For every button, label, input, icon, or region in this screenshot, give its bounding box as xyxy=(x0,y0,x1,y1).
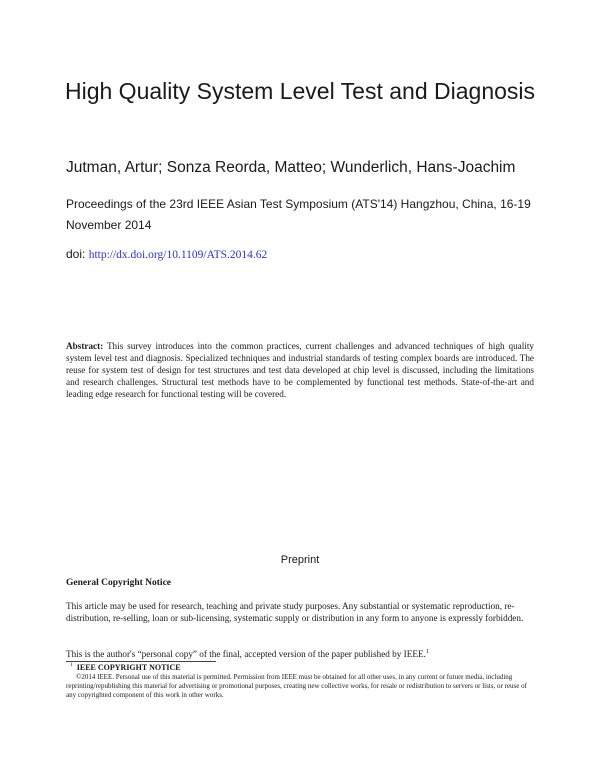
footnote-title xyxy=(66,663,534,673)
abstract-text: This survey introduces into the common practices, current challenges and advanced techniques of high quality system level test and diagnosis. Specialized techniques and industrial standards of testing complex boards are introduced. The reuse for system test of design for test structures and test data developed at chip level is discussed, including the limitations and research challenges. Structural test methods have to be complemented by functional test methods. State-of-the-art and leading edge research for functional testing will be covered. xyxy=(66,341,534,399)
footnote-text: ©2014 IEEE. Personal use of this material is permitted. Permission from IEEE must be obtained for all other uses, in any current or future media, including reprinting/republishing this material for advertising or promotional purposes, creating new collective works, for resale or redistribution to servers or lists, or reuse of any copyrighted component of this work in other works. xyxy=(66,673,527,700)
proceedings-info: Proceedings of the 23rd IEEE Asian Test Symposium (ATS'14) Hangzhou, China, 16-19 November 2014 xyxy=(66,197,531,232)
footnote-heading: IEEE COPYRIGHT NOTICE xyxy=(76,663,181,672)
footnote-divider xyxy=(66,661,216,662)
abstract-paragraph xyxy=(66,341,534,401)
doi-line xyxy=(66,245,536,264)
preprint-label: Preprint xyxy=(280,554,320,566)
personal-copy-text: This is the author's “personal copy” of the final, accepted version of the paper published by IEEE. xyxy=(66,649,426,659)
personal-copy-note xyxy=(66,648,534,660)
footnote-body xyxy=(66,673,536,701)
abstract-label: Abstract: xyxy=(66,341,104,351)
doi-label: doi: xyxy=(66,247,86,261)
doi-link[interactable]: http://dx.doi.org/10.1109/ATS.2014.62 xyxy=(88,249,268,261)
copyright-heading: General Copyright Notice xyxy=(66,578,172,588)
author-list: Jutman, Artur; Sonza Reorda, Matteo; Wunderlich, Hans-Joachim xyxy=(66,159,516,176)
footnote-number: 1 xyxy=(70,662,73,669)
footnote-marker: 1 xyxy=(425,648,429,655)
copyright-body: This article may be used for research, teaching and private study purposes. Any substantial or systematic reproduction, re-distribution, re-selling, loan or sub-licensing, systematic supply or distribution in any form to anyone is expressly forbidden. xyxy=(66,601,524,623)
page-title: High Quality System Level Test and Diagnosis xyxy=(64,78,536,105)
